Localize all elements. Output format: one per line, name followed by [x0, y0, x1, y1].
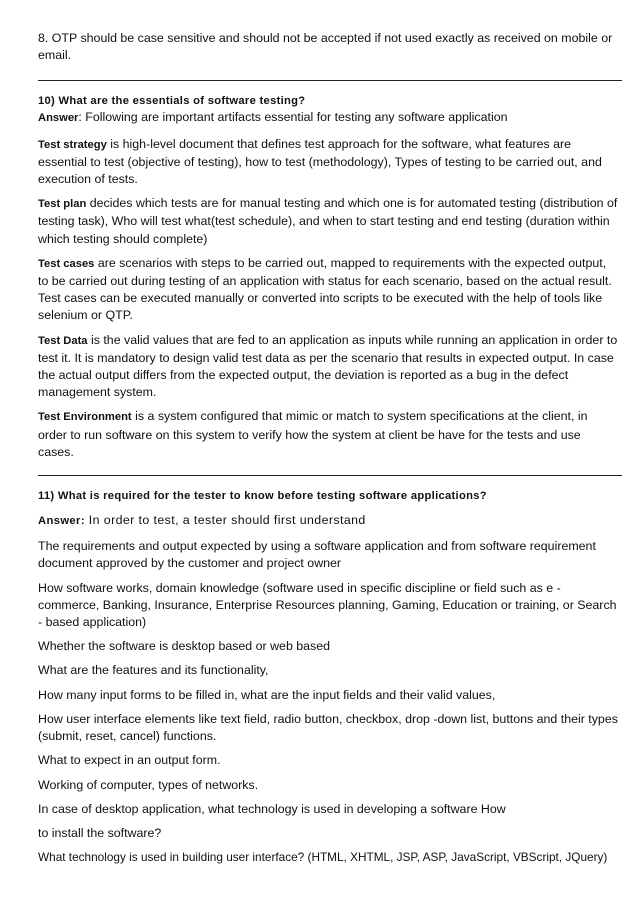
q10-item-strategy: [38, 136, 618, 189]
list-item: What are the features and its functionality,: [38, 663, 269, 678]
q10-item-label: Test cases: [38, 257, 95, 270]
q11-heading: 11) What is required for the tester to know before testing software applications?: [38, 490, 487, 503]
q10-answer: [38, 109, 618, 127]
q10-item-text: is the valid values that are fed to an application as inputs while running an application in order to test it. It is mandatory to design valid test data as per the scenario that results in expected output. In case the actual output differs from the expected output, the deviation is reported as a bug in the defect management system.: [38, 332, 618, 400]
q10-item-label: Test Environment: [38, 411, 132, 424]
q10-item-text: are scenarios with steps to be carried out, mapped to requirements with the expected output, to be carried out during testing of an application with status for each scenario, based on the actual result. Test cases can be executed manually or converted into scripts to be executed with the help of tools like selenium or QTP.: [38, 255, 612, 323]
divider-middle: [38, 475, 622, 476]
list-item: What technology is used in building user interface? (HTML, XHTML, JSP, ASP, JavaScript, VBScript, JQuery): [38, 850, 608, 865]
list-item: to install the software?: [38, 825, 162, 840]
q11-answer-text: In order to test, a tester should first understand: [84, 513, 366, 528]
q11-answer: [38, 512, 618, 530]
q10-heading: 10) What are the essentials of software testing?: [38, 95, 306, 108]
list-item: In case of desktop application, what technology is used in developing a software How: [38, 801, 506, 816]
document-page: [38, 30, 618, 866]
list-item: How user interface elements like text field, radio button, checkbox, drop -down list, buttons and their types (submit, reset, cancel) functions.: [38, 711, 618, 744]
q10-item-text: is a system configured that mimic or match to system specifications at the client, in order to run software on this system to verify how the system at client be have for the tests and use cases.: [38, 409, 588, 459]
q10-item-label: Test plan: [38, 198, 87, 211]
q11-answer-label: Answer:: [38, 515, 85, 528]
q10-item-text: decides which tests are for manual testing and which one is for automated testing (distribution of testing task), Who will test what(test schedule), and when to start testing and end testing (duration within which testing should complete): [38, 196, 618, 246]
list-item: How software works, domain knowledge (software used in specific discipline or field such as e - commerce, Banking, Insurance, Enterprise Resources planning, Gaming, Education or training, or Search - based application): [38, 580, 617, 630]
point-8: 8. OTP should be case sensitive and should not be accepted if not used exactly as received on mobile or email.: [38, 31, 613, 63]
list-item: What to expect in an output form.: [38, 753, 221, 768]
list-item: The requirements and output expected by using a software application and from software requirement document approved by the customer and project owner: [38, 539, 596, 571]
q10-answer-label: Answer: [38, 112, 79, 125]
list-item: How many input forms to be filled in, what are the input fields and their valid values,: [38, 687, 496, 702]
q10-item-text: is high-level document that defines test approach for the software, what features are essential to test (objective of testing), how to test (methodology), Types of testing to be carried out, and execution of tests.: [38, 136, 602, 187]
q10-item-cases: [38, 255, 618, 325]
list-item: Working of computer, types of networks.: [38, 777, 259, 792]
divider-top: [38, 80, 622, 81]
q10-item-environment: [38, 408, 618, 461]
q10-item-plan: [38, 195, 618, 248]
q10-item-label: Test Data: [38, 334, 88, 347]
q10-item-data: [38, 332, 618, 402]
list-item: Whether the software is desktop based or web based: [38, 639, 331, 654]
q10-answer-text: : Following are important artifacts essential for testing any software application: [78, 110, 508, 125]
q10-item-label: Test strategy: [38, 138, 107, 151]
